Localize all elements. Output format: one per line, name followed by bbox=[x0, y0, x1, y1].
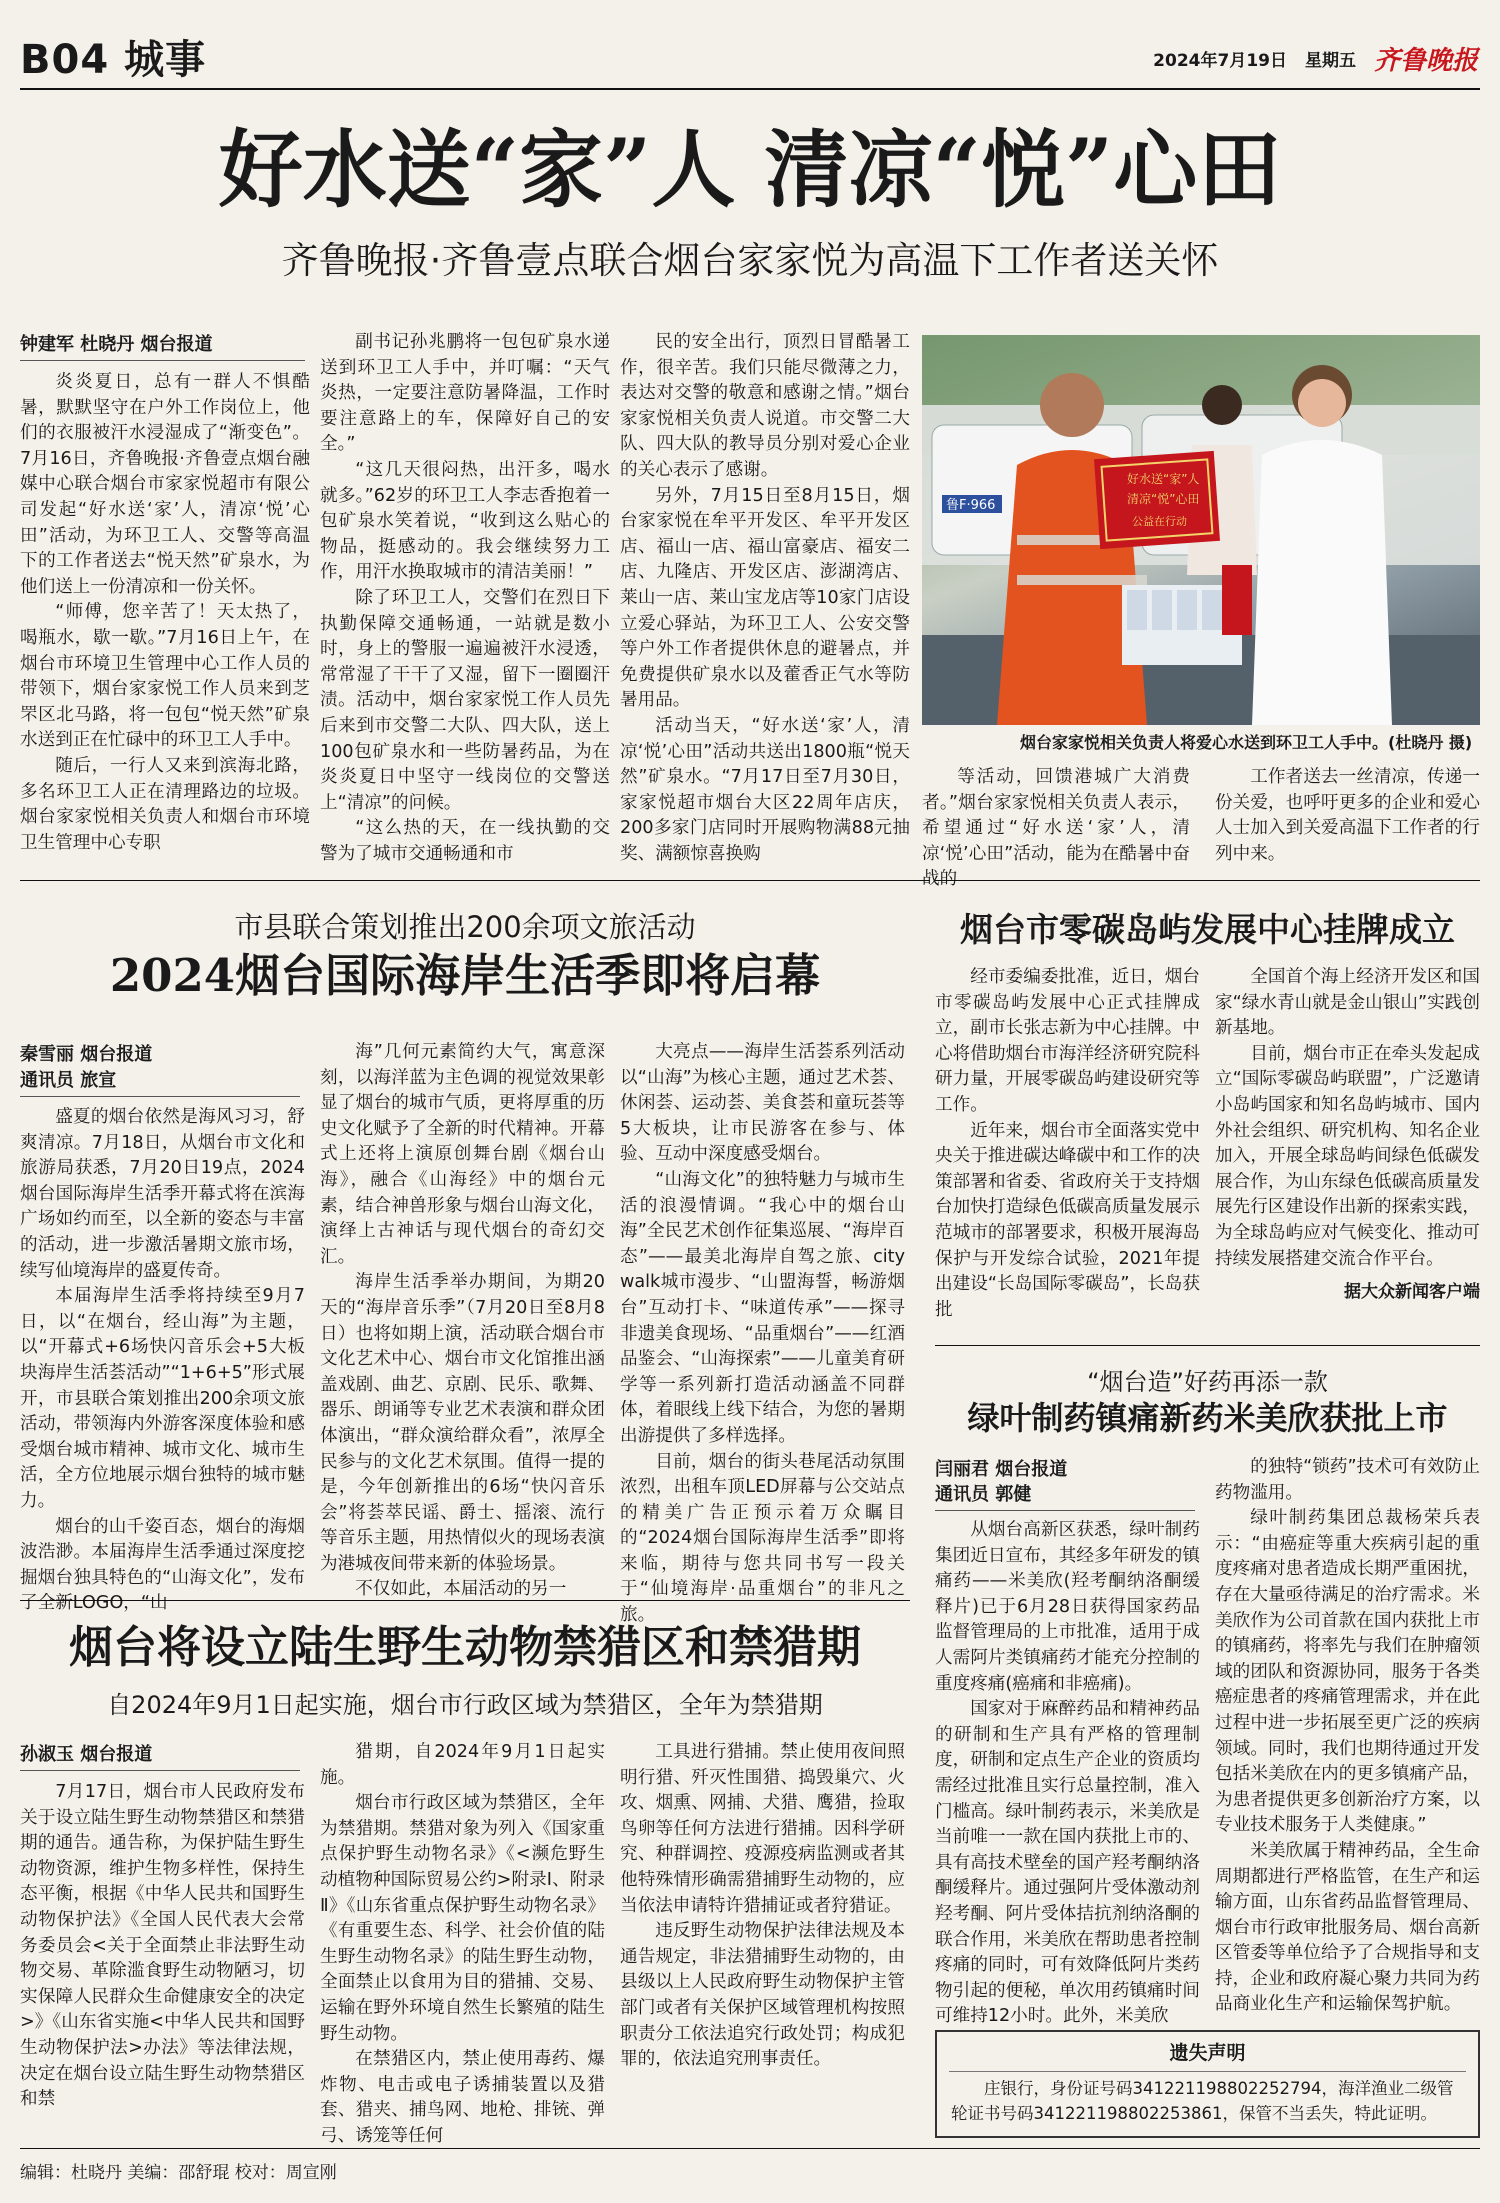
a1-col4 bbox=[922, 765, 1190, 890]
paragraph: 违反野生动物保护法律法规及本通告规定，非法猎捕野生动物的，由县级以上人民政府野生动物保护主管部门或者有关保护区域管理机构按照职责分工依法追究行政处罚；构成犯罪的，依法追究刑事责任。 bbox=[620, 1921, 905, 2070]
a1-title: 好水送“家”人 清凉“悦”心田 bbox=[218, 120, 1282, 219]
paragraph: 猎期，自2024年9月1日起实施。 bbox=[320, 1742, 605, 1788]
a3-byline: 孙淑玉 烟台报道 bbox=[20, 1740, 300, 1771]
paragraph: “山海文化”的独特魅力与城市生活的浪漫情调。“我心中的烟台山海”全民艺术创作征集巡展、“海岸百态”——最美北海岸自驾之旅、city walk城市漫步、“山盟海誓，畅游烟台”互动打卡、“味道传承”——探寻非遗美食现场、“品重烟台”——红酒品鉴会、“山海探索”——儿童美育研学等一系列新打造活动涵盖不同群体，着眼线上线下结合，为您的暑期出游提供了多样选择。 bbox=[620, 1169, 905, 1446]
notice-title: 遗失声明 bbox=[1169, 2042, 1246, 2064]
article-jiajiayue bbox=[20, 300, 1480, 890]
a1-col1 bbox=[20, 370, 310, 855]
a1-col2 bbox=[320, 330, 610, 864]
article-hunting-ban bbox=[20, 1730, 910, 2146]
a4-col1 bbox=[935, 965, 1200, 1320]
a2-kicker: 市县联合策划推出200余项文旅活动 bbox=[234, 910, 696, 944]
paragraph: 目前，烟台市正在牵头发起成立“国际零碳岛屿联盟”，广泛邀请小岛屿国家和知名岛屿城市、国内外社会组织、研究机构、知名企业加入，开展全球岛屿间绿色低碳发展合作，为山东绿色低碳高质量发展先行区建设作出新的探索实践，为全球岛屿应对气候变化、推动可持续发展搭建交流合作平台。 bbox=[1215, 1043, 1480, 1269]
a3-title: 烟台将设立陆生野生动物禁猎区和禁猎期 bbox=[69, 1622, 861, 1673]
paragraph: 烟台的山千姿百态，烟台的海烟波浩渺。本届海岸生活季通过深度挖掘烟台独具特色的“山海文化”，发布了全新LOGO，“山 bbox=[20, 1516, 305, 1614]
paragraph: 海”几何元素简约大气，寓意深刻，以海洋蓝为主色调的视觉效果彰显了烟台的城市气质，更将厚重的历史文化赋予了全新的时代精神。开幕式上还将上演原创舞台剧《烟台山海》，融合《山海经》中的烟台元素，结合神兽形象与烟台山海文化，演绎上古神话与现代烟台的奇幻交汇。 bbox=[320, 1042, 605, 1267]
section-label: B04 城事 bbox=[20, 37, 207, 83]
paragraph: 国家对于麻醉药品和精神药品的研制和生产具有严格的管理制度，研制和定点生产企业的资质均需经过批准且实行总量控制，准入门槛高。绿叶制药表示，米美欣是当前唯一一款在国内获批上市的、具有高技术壁垒的国产羟考酮纳洛酮缓释片。通过强阿片受体激动剂羟考酮、阿片受体拮抗剂纳洛酮的联合作用，米美欣在帮助患者控制疼痛的同时，可有效降低阿片类药物引起的便秘，单次用药镇痛时间可维持12小时。此外，米美欣 bbox=[935, 1699, 1200, 2027]
a5-kicker: “烟台造”好药再添一款 bbox=[1087, 1368, 1328, 1396]
paragraph: “这几天很闷热，出汗多，喝水就多。”62岁的环卫工人李志香抱着一包矿泉水笑着说，“收到这么贴心的物品，挺感动的。我会继续努力工作，用汗水换取城市的清洁美丽！” bbox=[320, 459, 610, 583]
a5-col2 bbox=[1215, 1455, 1480, 2018]
paragraph: 活动当天，“好水送‘家’人，清凉‘悦’心田”活动共送出1800瓶“悦天然”矿泉水。“7月17日至7月30日，家家悦超市烟台大区22周年店庆，200多家门店同时开展购物满88元抽奖、满额惊喜换购 bbox=[620, 715, 910, 864]
paragraph: “这么热的天，在一线执勤的交警为了城市交通畅通和市 bbox=[320, 818, 610, 864]
paragraph: 在禁猎区内，禁止使用毒药、爆炸物、电击或电子诱捕装置以及猎套、猎夹、捕鸟网、地枪、排铳、弹弓、诱笼等任何 bbox=[320, 2049, 605, 2146]
a2-title: 2024烟台国际海岸生活季即将启幕 bbox=[109, 949, 821, 1002]
a1-photo bbox=[922, 335, 1480, 725]
paragraph: 炎炎夏日，总有一群人不惧酷暑，默默坚守在户外工作岗位上，他们的衣服被汗水浸湿成了“渐变色”。7月16日，齐鲁晚报·齐鲁壹点烟台融媒中心联合烟台市家家悦超市有限公司发起“好水送‘家’人，清凉‘悦’心田”活动，为环卫工人、交警等高温下的工作者送去“悦天然”矿泉水，为他们送上一份清凉和一份关怀。 bbox=[20, 372, 310, 597]
paragraph: 的独特“锁药”技术可有效防止药物滥用。 bbox=[1215, 1457, 1480, 1503]
lost-notice bbox=[935, 2030, 1480, 2138]
paragraph: 本届海岸生活季将持续至9月7日，以“在烟台，经山海”为主题，以“开幕式+6场快闪音乐会+5大板块海岸生活荟活动”“1+6+5”形式展开，市县联合策划推出200余项文旅活动，带领海内外游客深度体验和感受烟台城市精神、城市文化、城市生活，全方位地展示烟台独特的城市魅力。 bbox=[20, 1286, 305, 1511]
a1-col3 bbox=[620, 330, 910, 864]
a1-subtitle: 齐鲁晚报·齐鲁壹点联合烟台家家悦为高温下工作者送关怀 bbox=[281, 239, 1219, 282]
paragraph: 近年来，烟台市全面落实党中央关于推进碳达峰碳中和工作的决策部署和省委、省政府关于支持烟台加快打造绿色低碳高质量发展示范城市的部署要求，积极开展海岛保护与开发综合试验，2021年提出建设“长岛国际零碳岛”，长岛获批 bbox=[935, 1120, 1200, 1320]
paragraph: 副书记孙兆鹏将一包包矿泉水递送到环卫工人手中，并叮嘱：“天气炎热，一定要注意防暑降温，工作时要注意路上的车，保障好自己的安全。” bbox=[320, 332, 610, 455]
paragraph: 工作者送去一丝清凉，传递一份关爱，也呼吁更多的企业和爱心人士加入到关爱高温下工作者的行列中来。 bbox=[1215, 767, 1480, 864]
divider-1b bbox=[935, 880, 1480, 881]
paragraph: 除了环卫工人，交警们在烈日下执勤保障交通畅通，一站就是数小时，身上的警服一遍遍被汗水浸透，常常湿了干干了又湿，留下一圈圈汗渍。活动中，烟台家家悦工作人员先后来到市交警二大队、四大队，送上100包矿泉水和一些防暑药品，为在炎炎夏日中坚守一线岗位的交警送上“清凉”的问候。 bbox=[320, 587, 610, 813]
masthead-logo: 齐鲁晚报 bbox=[1373, 46, 1478, 76]
banner-line-1: 好水送“家”人 bbox=[1127, 472, 1200, 486]
paragraph: 另外，7月15日至8月15日，烟台家家悦在牟平开发区、牟平开发区店、福山一店、福山富豪店、福安二店、九隆店、开发区店、澎湖湾店、莱山一店、莱山宝龙店等10家门店设立爱心驿站，为环卫工人、公安交警等户外工作者提供休息的避暑点，并免费提供矿泉水以及藿香正气水等防暑用品。 bbox=[620, 485, 910, 711]
article-coast-season bbox=[20, 1030, 910, 1626]
footer-rule bbox=[20, 2148, 1480, 2149]
paragraph: 工具进行猎捕。禁止使用夜间照明行猎、歼灭性围猎、捣毁巢穴、火攻、烟熏、网捕、犬猎、鹰猎，捡取鸟卵等任何方法进行猎捕。因科学研究、种群调控、疫源疫病监测或者其他特殊情形确需猎捕野生动物的，应当依法申请特许猎捕证或者狩猎证。 bbox=[620, 1742, 905, 1916]
banner-line-2: 清凉“悦”心田 bbox=[1127, 492, 1200, 506]
paragraph: 大亮点——海岸生活荟系列活动以“山海”为核心主题，通过艺术荟、休闲荟、运动荟、美食荟和童玩荟等5大板块，让市民游客在参与、体验、互动中深度感受烟台。 bbox=[620, 1042, 905, 1165]
a2-byline1: 秦雪丽 烟台报道 bbox=[20, 1044, 153, 1065]
divider-1 bbox=[20, 880, 930, 881]
banner-line-3: 公益在行动 bbox=[1132, 515, 1187, 528]
paragraph: 绿叶制药集团总裁杨荣兵表示：“由癌症等重大疾病引起的重度疼痛对患者造成长期严重困扰，存在大量亟待满足的治疗需求。米美欣作为公司首款在国内获批上市的镇痛药，将率先与我们在肿瘤领域的团队和资源协同，服务于各类癌症患者的疼痛管理需求，并在此过程中进一步拓展至更广泛的疾病领域。同时，我们也期待通过开发包括米美欣在内的更多镇痛产品，为患者提供更多创新治疗方案，以专业技术服务于人类健康。” bbox=[1215, 1508, 1480, 1836]
a3-col1 bbox=[20, 1780, 305, 2120]
a3-col3 bbox=[620, 1740, 905, 2120]
paragraph: “师傅，您辛苦了！天太热了，喝瓶水，歇一歇。”7月16日上午，在烟台市环境卫生管理中心工作人员的带领下，烟台家家悦工作人员来到芝罘区北马路，将一包包“悦天然”矿泉水送到正在忙碌中的环卫工人手中。 bbox=[20, 602, 310, 751]
a2-col2 bbox=[320, 1040, 605, 1600]
a1-byline: 钟建军 杜晓丹 烟台报道 bbox=[20, 330, 305, 361]
article-zero-carbon bbox=[935, 965, 1480, 1320]
paragraph: 盛夏的烟台依然是海风习习，舒爽清凉。7月18日，从烟台市文化和旅游局获悉，7月20日19点，2024烟台国际海岸生活季开幕式将在滨海广场如约而至，以全新的姿态与丰富的活动，进一步激活暑期文旅市场，续写仙境海岸的盛夏传奇。 bbox=[20, 1107, 305, 1281]
a4-title: 烟台市零碳岛屿发展中心挂牌成立 bbox=[960, 910, 1455, 949]
paragraph: 等活动，回馈港城广大消费者。”烟台家家悦相关负责人表示，希望通过“好水送‘家’人，清凉‘悦’心田”活动，能为在酷暑中奋战的 bbox=[922, 767, 1190, 890]
a4-source: 据大众新闻客户端 bbox=[1344, 1282, 1480, 1302]
paragraph: 随后，一行人又来到滨海北路，多名环卫工人正在清理路边的垃圾。烟台家家悦相关负责人和烟台市环境卫生管理中心专职 bbox=[20, 755, 310, 853]
paragraph: 7月17日，烟台市人民政府发布关于设立陆生野生动物禁猎区和禁猎期的通告。通告称，为保护陆生野生动物资源，维护生物多样性，保持生态平衡，根据《中华人民共和国野生动物保护法》《全国人民代表大会常务委员会<关于全面禁止非法野生动物交易、革除滥食野生动物陋习，切实保障人民群众生命健康安全的决定>》《山东省实施<中华人民共和国野生动物保护法>办法》等法律法规，决定在烟台设立陆生野生动物禁猎区和禁 bbox=[20, 1782, 305, 2110]
a5-byline2: 通讯员 郭健 bbox=[935, 1480, 1195, 1511]
paragraph: 经市委编委批准，近日，烟台市零碳岛屿发展中心正式挂牌成立，副市长张志新为中心挂牌。中心将借助烟台市海洋经济研究院科研力量，开展零碳岛屿建设研究等工作。 bbox=[935, 967, 1200, 1115]
a5-col1 bbox=[935, 1518, 1200, 2027]
a3-col2 bbox=[320, 1740, 605, 2146]
paragraph: 目前，烟台的街头巷尾活动氛围浓烈，出租车顶LED屏幕与公交站点的精美广告正预示着万众瞩目的“2024烟台国际海岸生活季”即将来临，期待与您共同书写一段关于“仙境海岸·品重烟台”的非凡之旅。 bbox=[620, 1451, 905, 1626]
notice-text: 庄银行，身份证号码341221198802252794，海洋渔业二级管轮证书号码341221198802253861，保管不当丢失，特此证明。 bbox=[951, 2079, 1454, 2123]
paragraph: 海岸生活季举办期间，为期20天的“海岸音乐季”（7月20日至8月8日）也将如期上演，活动联合烟台市文化艺术中心、烟台市文化馆推出涵盖戏剧、曲艺、京剧、民乐、歌舞、器乐、朗诵等专业艺术表演和群众团体演出，“群众演给群众看”，浓厚全民参与的文化艺术氛围。值得一提的是，今年创新推出的6场“快闪音乐会”将荟萃民谣、爵士、摇滚、流行等音乐主题，用热情似火的现场表演为港城夜间带来新的体验场景。 bbox=[320, 1272, 605, 1574]
a5-byline1: 闫丽君 烟台报道 bbox=[935, 1459, 1068, 1480]
header-meta bbox=[1153, 40, 1478, 77]
paragraph: 从烟台高新区获悉，绿叶制药集团近日宣布，其经多年研发的镇痛药——米美欣(羟考酮纳洛酮缓释片)已于6月28日获得国家药品监督管理局的上市批准，适用于成人需阿片类镇痛药才能充分控制的重度疼痛(癌痛和非癌痛)。 bbox=[935, 1520, 1200, 1694]
divider-3 bbox=[935, 1345, 1480, 1346]
a3-subtitle: 自2024年9月1日起实施，烟台市行政区域为禁猎区，全年为禁猎期 bbox=[107, 1691, 823, 1719]
paragraph: 民的安全出行，顶烈日冒酷暑工作，很辛苦。我们只能尽微薄之力，表达对交警的敬意和感谢之情。”烟台家家悦相关负责人说道。市交警二大队、四大队的教导员分别对爱心企业的关心表示了感谢。 bbox=[620, 332, 910, 480]
article-new-drug bbox=[935, 1450, 1480, 2050]
header-rule bbox=[20, 88, 1480, 90]
a5-title: 绿叶制药镇痛新药米美欣获批上市 bbox=[967, 1399, 1448, 1437]
paragraph: 烟台市行政区域为禁猎区，全年为禁猎期。禁猎对象为列入《国家重点保护野生动物名录》《<濒危野生动植物种国际贸易公约>附录Ⅰ、附录Ⅱ》《山东省重点保护野生动物名录》《有重要生态、科学、社会价值的陆生野生动物名录》的陆生野生动物，全面禁止以食用为目的猎捕、交易、运输在野外环境自然生长繁殖的陆生野生动物。 bbox=[320, 1793, 605, 2044]
divider-2 bbox=[20, 1600, 910, 1601]
a4-col2 bbox=[1215, 965, 1480, 1270]
paragraph: 米美欣属于精神药品，全生命周期都进行严格监管，在生产和运输方面，山东省药品监督管理局、烟台市行政审批服务局、烟台高新区管委等单位给予了合规指导和支持，企业和政府凝心聚力共同为药品商业化生产和运输保驾护航。 bbox=[1215, 1840, 1480, 2015]
issue-weekday: 星期五 bbox=[1304, 51, 1356, 71]
paragraph: 全国首个海上经济开发区和国家“绿水青山就是金山银山”实践创新基地。 bbox=[1215, 967, 1480, 1039]
a1-photo-caption: 烟台家家悦相关负责人将爱心水送到环卫工人手中。(杜晓丹 摄) bbox=[1020, 733, 1473, 752]
a2-col1 bbox=[20, 1105, 305, 1614]
a2-byline2: 通讯员 旅宣 bbox=[20, 1066, 300, 1097]
photo-illustration bbox=[922, 335, 1480, 725]
a2-col3 bbox=[620, 1040, 905, 1626]
a1-col5 bbox=[1215, 765, 1480, 864]
paragraph: 不仅如此，本届活动的另一 bbox=[355, 1579, 567, 1600]
plate-text: 鲁F·966 bbox=[946, 498, 996, 513]
issue-date: 2024年7月19日 bbox=[1153, 51, 1287, 71]
footer-credits: 编辑：杜晓丹 美编：邵舒琨 校对：周宣刚 bbox=[20, 2163, 337, 2183]
